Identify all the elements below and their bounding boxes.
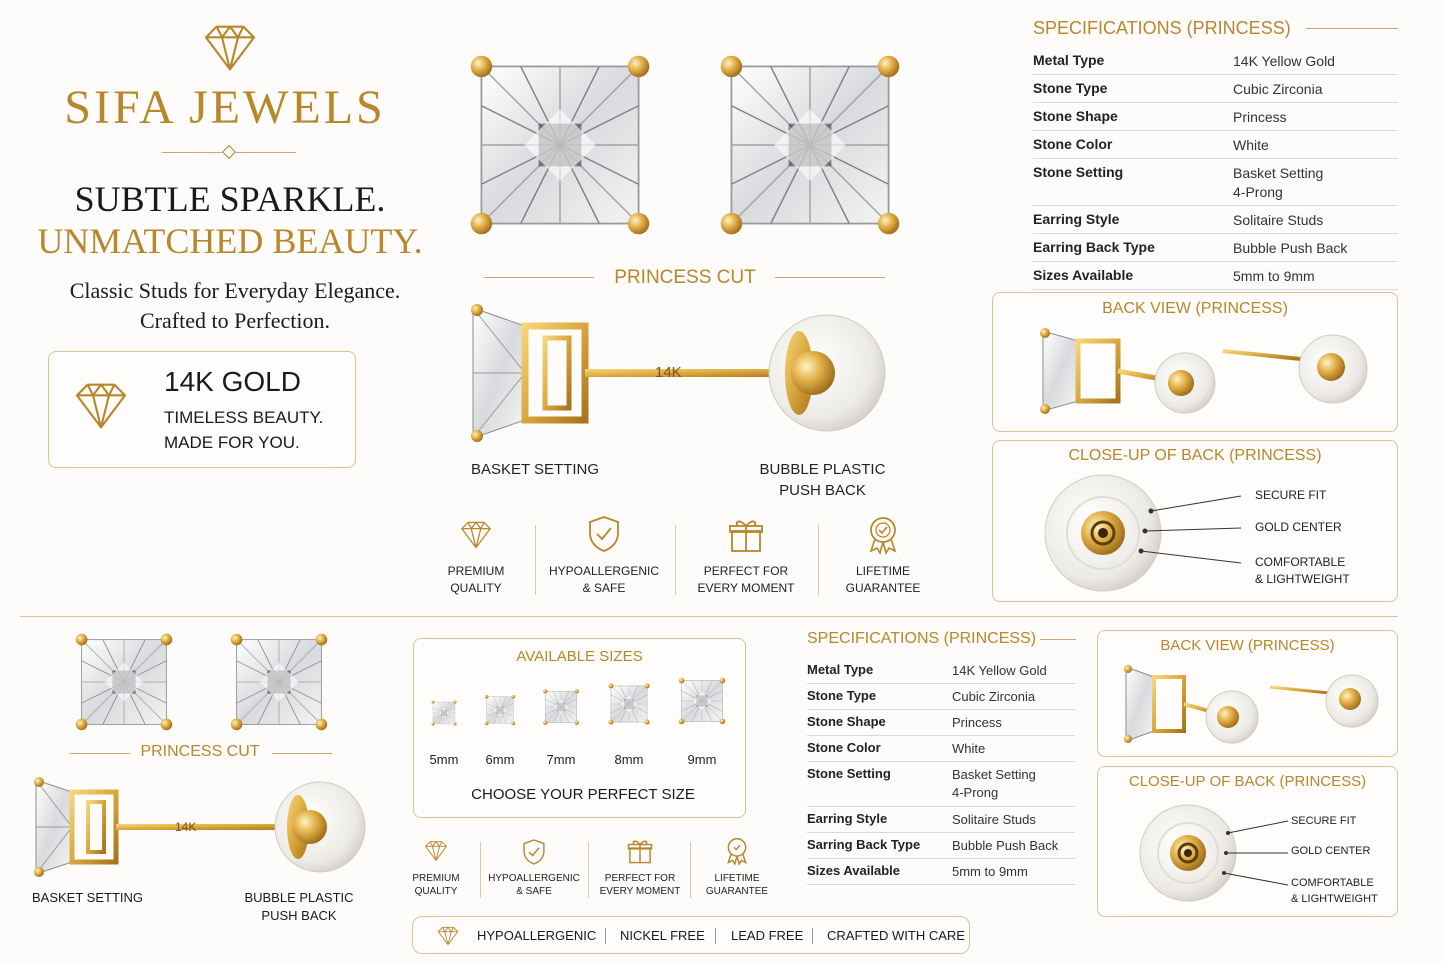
shield-check-icon — [522, 838, 546, 866]
spec-value — [1233, 159, 1323, 205]
feature-line-1: PERFECT FOR — [604, 873, 676, 884]
callout-comfortable: COMFORTABLE — [1255, 555, 1346, 569]
back-view-image-bottom — [1120, 659, 1380, 754]
spec-value-line-1: Basket Setting — [952, 767, 1036, 782]
feature-line-2: QUALITY — [414, 886, 458, 897]
specs-title-rule — [1306, 28, 1398, 29]
back-label-line-1-bottom: BUBBLE PLASTIC — [244, 890, 354, 905]
cut-divider-left — [70, 753, 130, 754]
gift-icon — [728, 517, 764, 553]
feature-lifetime-guarantee — [835, 515, 931, 600]
feature-premium-quality — [430, 515, 522, 600]
size-swatch[interactable] — [483, 693, 517, 727]
size-label: 9mm — [687, 752, 717, 767]
feature-separator — [675, 525, 676, 595]
feature-every-moment-small — [596, 838, 684, 902]
size-swatch[interactable] — [606, 681, 652, 727]
spec-value — [952, 833, 1058, 858]
spec-key: Earring Style — [1033, 211, 1120, 227]
spec-value-line-2: 4-Prong — [952, 785, 999, 800]
feature-line-2: QUALITY — [450, 581, 502, 595]
spec-value-line-1: 5mm to 9mm — [952, 864, 1028, 879]
callout-lightweight: & LIGHTWEIGHT — [1291, 893, 1378, 905]
gold-badge-line-1: TIMELESS BEAUTY. — [164, 408, 324, 427]
bar-item-crafted: CRAFTED WITH CARE — [827, 928, 965, 943]
spec-key: Metal Type — [1033, 52, 1105, 68]
closeup-image-bottom — [1138, 801, 1298, 911]
spec-row — [1033, 234, 1398, 262]
diamond-icon — [457, 517, 495, 553]
spec-row — [807, 684, 1075, 710]
cut-divider-left — [484, 277, 594, 278]
headline-line-1: SUBTLE SPARKLE. — [74, 179, 386, 219]
callout-gold-center: GOLD CENTER — [1255, 520, 1342, 534]
spec-value-line-1: 5mm to 9mm — [1233, 268, 1315, 284]
bar-separator — [715, 928, 716, 944]
bar-item-nickel-free: NICKEL FREE — [620, 928, 705, 943]
shield-check-icon — [587, 515, 621, 553]
spec-value — [1233, 131, 1269, 158]
spec-key: Earring Back Type — [1033, 239, 1155, 255]
spec-value — [952, 684, 1035, 709]
diamond-icon — [422, 838, 450, 864]
spec-value — [1233, 262, 1315, 289]
gold-badge-title: 14K GOLD — [164, 366, 301, 397]
callout-secure-fit: SECURE FIT — [1255, 488, 1327, 502]
spec-value-line-1: Princess — [952, 715, 1002, 730]
spec-value — [1233, 206, 1323, 233]
spec-row — [807, 807, 1075, 833]
spec-value-line-1: Bubble Push Back — [1233, 240, 1348, 256]
back-view-image — [1033, 321, 1373, 426]
specs-title-rule — [1040, 639, 1076, 640]
brand-logo-icon — [198, 20, 262, 76]
feature-line-1: HYPOALLERGENIC — [548, 564, 660, 578]
diamond-icon — [435, 925, 461, 947]
closeup-title: CLOSE-UP OF BACK (PRINCESS) — [1068, 447, 1322, 464]
spec-value-line-2: 4-Prong — [1233, 184, 1283, 200]
feature-separator — [690, 842, 691, 898]
gold-badge-line-2: MADE FOR YOU. — [164, 433, 300, 452]
feature-lifetime-guarantee-small — [700, 836, 774, 902]
headline-line-2: UNMATCHED BEAUTY. — [37, 221, 423, 261]
spec-row — [807, 762, 1075, 807]
medal-icon — [724, 836, 750, 866]
spec-value — [1233, 75, 1322, 102]
feature-line-2: GUARANTEE — [705, 886, 769, 897]
spec-value-line-1: Solitaire Studs — [952, 812, 1036, 827]
tagline-line-2: Crafted to Perfection. — [140, 308, 330, 333]
back-label-line-1: BUBBLE PLASTIC — [759, 461, 886, 478]
spec-key: Earring Style — [807, 811, 888, 826]
spec-row — [807, 833, 1075, 859]
spec-value-line-1: 14K Yellow Gold — [1233, 53, 1335, 69]
closeup-panel-bottom — [1097, 766, 1398, 917]
callout-secure-fit: SECURE FIT — [1291, 815, 1357, 827]
size-swatch[interactable] — [430, 699, 458, 727]
spec-key: Stone Shape — [1033, 108, 1118, 124]
spec-value-line-1: 14K Yellow Gold — [952, 663, 1047, 678]
spec-key: Sizes Available — [807, 863, 900, 878]
brand-divider-right — [236, 152, 296, 153]
feature-separator — [480, 842, 481, 898]
feature-line-1: HYPOALLERGENIC — [488, 873, 580, 884]
cut-divider-right — [272, 753, 332, 754]
brand-name: SIFA JEWELS — [64, 81, 386, 134]
tagline-line-1: Classic Studs for Everyday Elegance. — [69, 278, 401, 303]
spec-value — [1233, 103, 1287, 130]
feature-line-2: EVERY MOMENT — [599, 886, 681, 897]
specs-title-top: SPECIFICATIONS (PRINCESS) — [1033, 18, 1291, 38]
bar-separator — [605, 928, 606, 944]
spec-value-line-1: White — [1233, 137, 1269, 153]
section-divider — [20, 616, 1398, 617]
spec-row — [807, 710, 1075, 736]
feature-line-1: PREMIUM — [447, 564, 505, 578]
spec-key: Sizes Available — [1033, 267, 1134, 283]
gold-badge — [48, 351, 356, 468]
spec-key: Metal Type — [807, 662, 874, 677]
back-label-line-2: PUSH BACK — [779, 482, 866, 499]
spec-row — [1033, 131, 1398, 159]
spec-row — [1033, 262, 1398, 290]
spec-key: Stone Setting — [807, 766, 891, 781]
specs-title-bottom: SPECIFICATIONS (PRINCESS) — [807, 630, 1037, 647]
spec-row — [1033, 206, 1398, 234]
spec-row — [1033, 75, 1398, 103]
spec-value — [952, 736, 985, 761]
feature-line-2: EVERY MOMENT — [697, 581, 795, 595]
spec-row — [1033, 103, 1398, 131]
feature-line-2: & SAFE — [582, 581, 626, 595]
spec-value-line-1: White — [952, 741, 986, 756]
feature-line-1: PERFECT FOR — [703, 564, 789, 578]
bar-separator — [812, 928, 813, 944]
stamp-14k: 14K — [655, 364, 682, 381]
callout-gold-center: GOLD CENTER — [1291, 845, 1371, 857]
spec-row — [1033, 47, 1398, 75]
spec-key: Sarring Back Type — [807, 837, 921, 852]
size-label: 5mm — [429, 752, 459, 767]
back-view-title-bottom: BACK VIEW (PRINCESS) — [1160, 637, 1335, 654]
spec-row — [1033, 159, 1398, 206]
stud-image-left — [460, 45, 660, 245]
spec-key: Stone Type — [1033, 80, 1108, 96]
sizes-caption: CHOOSE YOUR PERFECT SIZE — [471, 786, 695, 803]
spec-key: Stone Type — [807, 688, 877, 703]
feature-hypoallergenic-small — [488, 838, 580, 902]
feature-line-1: LIFETIME — [714, 873, 760, 884]
spec-value-line-1: Princess — [1233, 109, 1287, 125]
feature-line-2: & SAFE — [516, 886, 552, 897]
back-label-line-2-bottom: PUSH BACK — [261, 908, 337, 923]
spec-value — [952, 710, 1002, 735]
callout-lightweight: & LIGHTWEIGHT — [1255, 572, 1350, 586]
spec-value-line-1: Bubble Push Back — [952, 838, 1059, 853]
size-label: 8mm — [614, 752, 644, 767]
spec-value-line-1: Basket Setting — [1233, 165, 1324, 181]
feature-premium-quality-small — [410, 838, 462, 902]
stamp-14k-small: 14K — [175, 820, 197, 834]
feature-separator — [535, 525, 536, 595]
back-view-panel-bottom — [1097, 630, 1398, 757]
stud-image-right — [710, 45, 910, 245]
back-view-title: BACK VIEW (PRINCESS) — [1102, 300, 1288, 317]
feature-separator — [818, 525, 819, 595]
diamond-icon — [69, 376, 133, 436]
basket-setting-label-bottom: BASKET SETTING — [31, 890, 143, 905]
spec-key: Stone Shape — [807, 714, 886, 729]
feature-hypoallergenic — [545, 515, 663, 600]
closeup-image — [1041, 471, 1291, 596]
medal-icon — [865, 515, 901, 555]
spec-key: Stone Setting — [1033, 164, 1124, 180]
size-swatch[interactable] — [541, 687, 581, 727]
brand-divider-left — [162, 152, 222, 153]
basket-setting-label: BASKET SETTING — [470, 461, 600, 478]
spec-value — [952, 658, 1047, 683]
closeup-panel-top — [992, 440, 1398, 602]
stud-side-view-small — [30, 772, 370, 882]
cut-divider-right — [775, 277, 885, 278]
spec-value — [952, 859, 1028, 884]
spec-value — [1233, 47, 1335, 74]
feature-line-1: PREMIUM — [412, 873, 460, 884]
spec-row — [807, 736, 1075, 762]
gift-icon — [627, 838, 653, 864]
feature-every-moment — [690, 515, 802, 600]
bar-item-hypoallergenic: HYPOALLERGENIC — [477, 928, 597, 943]
spec-key: Stone Color — [1033, 136, 1113, 152]
spec-value — [952, 807, 1036, 832]
available-sizes-title: AVAILABLE SIZES — [516, 648, 643, 665]
spec-value — [952, 762, 1036, 806]
brand-divider-ornament — [222, 145, 236, 159]
feature-line-2: GUARANTEE — [845, 581, 921, 595]
bottom-feature-bar — [412, 916, 970, 954]
spec-value-line-1: Solitaire Studs — [1233, 212, 1324, 228]
callout-comfortable: COMFORTABLE — [1291, 877, 1374, 889]
size-swatch[interactable] — [676, 675, 728, 727]
cut-title: PRINCESS CUT — [614, 267, 756, 288]
feature-line-1: LIFETIME — [855, 564, 910, 578]
size-label: 7mm — [546, 752, 576, 767]
spec-value-line-1: Cubic Zirconia — [952, 689, 1036, 704]
spec-value — [1233, 234, 1347, 261]
spec-row — [807, 859, 1075, 885]
bar-item-lead-free: LEAD FREE — [731, 928, 804, 943]
cut-title-bottom: PRINCESS CUT — [140, 743, 260, 760]
spec-row — [807, 658, 1075, 684]
feature-separator — [588, 842, 589, 898]
stud-image-left-small — [70, 628, 178, 736]
stud-image-right-small — [225, 628, 333, 736]
back-view-panel-top — [992, 292, 1398, 432]
closeup-title-bottom: CLOSE-UP OF BACK (PRINCESS) — [1128, 773, 1367, 790]
size-label: 6mm — [485, 752, 515, 767]
available-sizes-panel — [413, 638, 746, 818]
spec-value-line-1: Cubic Zirconia — [1233, 81, 1323, 97]
spec-key: Stone Color — [807, 740, 881, 755]
